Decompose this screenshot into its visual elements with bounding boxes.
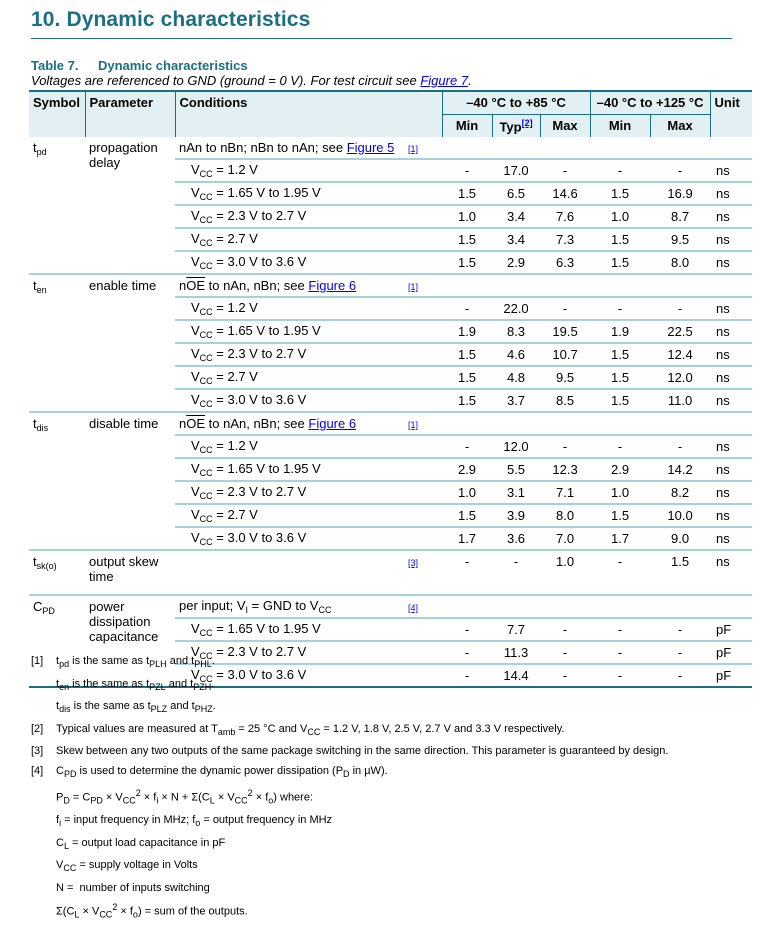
- value-unit: ns: [710, 251, 752, 274]
- condition-vcc: $V_{CC} = 3.0$ V to 3.6 V: [175, 527, 442, 550]
- footnote-line: $C_{PD}$ is used to determine the dynamic power dissipation ($P_D$ in µW).: [56, 762, 388, 785]
- value-min-125: -: [590, 297, 650, 320]
- value-min: 1.7: [442, 527, 492, 550]
- vcc-subscript: CC: [200, 537, 213, 547]
- header-symbol: Symbol: [29, 91, 85, 137]
- value-min: -: [442, 664, 492, 687]
- footnote: [31, 720, 668, 743]
- empty-cell: [442, 137, 492, 159]
- value-max-125: 8.7: [650, 205, 710, 228]
- vcc-subscript: CC: [200, 192, 213, 202]
- footnote-ref-cell: [404, 274, 442, 297]
- symbol-subscript: en: [37, 285, 47, 295]
- symbol-subscript: pd: [37, 147, 47, 157]
- value-min-125: 1.5: [590, 504, 650, 527]
- value-min-125: -: [590, 641, 650, 664]
- footnote-body: [56, 742, 668, 762]
- vcc-subscript: CC: [200, 353, 213, 363]
- footnote-ref-cell: [404, 137, 442, 159]
- empty-cell: [710, 137, 752, 159]
- empty-cell: [650, 595, 710, 618]
- header-range-125: –40 °C to +125 °C: [590, 91, 710, 115]
- vcc-subscript: CC: [200, 261, 213, 271]
- value-max-125: 14.2: [650, 458, 710, 481]
- symbol: t: [33, 554, 37, 569]
- condition-vcc: $V_{CC} = 1.2$ V: [175, 435, 442, 458]
- empty-cell: [492, 274, 540, 297]
- footnote-line: $V_{CC}$ = supply voltage in Volts: [56, 856, 388, 879]
- value-min-125: 1.5: [590, 343, 650, 366]
- footnote: [31, 652, 668, 720]
- value-max-125: 11.0: [650, 389, 710, 412]
- condition-vcc: $V_{CC} = 2.3$ V to 2.7 V: [175, 641, 442, 664]
- value-min: 1.5: [442, 228, 492, 251]
- footnote-line: $t_{dis}$ is the same as $t_{PLZ}$ and $t_{PHZ}$.: [56, 697, 216, 720]
- value-max-125: -: [650, 618, 710, 641]
- condition-vcc: $V_{CC} = 3.0$ V to 3.6 V: [175, 251, 442, 274]
- empty-cell: [540, 137, 590, 159]
- footnote-line: $P_D = C_{PD} \times V_{CC}^2 \times f_i \times N + \Sigma(C_L \times V_{CC}^2 \times f_o)$ where:: [56, 784, 388, 811]
- table-row-group-header: [29, 274, 752, 297]
- section-title: [31, 8, 310, 32]
- value-unit: ns: [710, 458, 752, 481]
- value-min: 1.0: [442, 205, 492, 228]
- parameter-cell: output skew time: [85, 550, 175, 595]
- value-min: -: [442, 641, 492, 664]
- symbol: t: [33, 140, 37, 155]
- symbol: t: [33, 416, 37, 431]
- value-max-125: 8.0: [650, 251, 710, 274]
- value-typ: 8.3: [492, 320, 540, 343]
- value-typ: 6.5: [492, 182, 540, 205]
- value-typ: 7.7: [492, 618, 540, 641]
- value-min: 1.5: [442, 389, 492, 412]
- footnote-line: $C_L$ = output load capacitance in pF: [56, 834, 388, 857]
- value-min: 1.5: [442, 504, 492, 527]
- empty-cell: [442, 412, 492, 435]
- value-typ: -: [492, 550, 540, 595]
- table-note-text: Voltages are referenced to GND (ground = 0 V). For test circuit see: [31, 73, 420, 88]
- value-min-125: 1.5: [590, 251, 650, 274]
- value-max-125: 10.0: [650, 504, 710, 527]
- table-row-skew: [29, 550, 752, 595]
- header-min-125: Min: [590, 115, 650, 138]
- condition-cell: $n\overline{OE}$ to nAn, nBn; see Figure 6: [175, 412, 404, 435]
- value-typ: 11.3: [492, 641, 540, 664]
- value-unit: ns: [710, 297, 752, 320]
- footnote-line: $t_{en}$ is the same as $t_{PZL}$ and $t_{PZH}$.: [56, 675, 216, 698]
- vcc-subscript: CC: [200, 238, 213, 248]
- value-min-125: 1.9: [590, 320, 650, 343]
- value-max-125: 9.5: [650, 228, 710, 251]
- value-typ: 22.0: [492, 297, 540, 320]
- empty-cell: [590, 412, 650, 435]
- empty-cell: [540, 595, 590, 618]
- table-note-end: .: [468, 73, 472, 88]
- figure-link[interactable]: Figure 6: [308, 416, 356, 431]
- condition-vcc: $V_{CC} = 2.7$ V: [175, 366, 442, 389]
- subscript: CC: [318, 605, 331, 615]
- symbol-subscript: sk(o): [37, 561, 57, 571]
- value-min: 1.9: [442, 320, 492, 343]
- value-unit: ns: [710, 389, 752, 412]
- value-unit: pF: [710, 664, 752, 687]
- table-body: [29, 137, 752, 687]
- parameter-cell: disable time: [85, 412, 175, 550]
- value-max-125: 12.0: [650, 366, 710, 389]
- value-min-125: -: [590, 664, 650, 687]
- value-unit: pF: [710, 641, 752, 664]
- value-typ: 3.4: [492, 228, 540, 251]
- empty-cell: [710, 595, 752, 618]
- value-min: 1.5: [442, 251, 492, 274]
- value-typ: 3.1: [492, 481, 540, 504]
- footnote-link[interactable]: [4]: [408, 603, 418, 613]
- value-unit: ns: [710, 205, 752, 228]
- vcc-subscript: CC: [200, 651, 213, 661]
- vcc-subscript: CC: [200, 215, 213, 225]
- value-min-125: 1.7: [590, 527, 650, 550]
- value-max: -: [540, 641, 590, 664]
- value-min: -: [442, 159, 492, 182]
- parameter-cell: power dissipation capacitance: [85, 595, 175, 687]
- overline-signal: $\overline{OE}$: [186, 416, 205, 431]
- value-max: 7.0: [540, 527, 590, 550]
- value-max: 14.6: [540, 182, 590, 205]
- empty-cell: [590, 595, 650, 618]
- value-max-125: -: [650, 159, 710, 182]
- value-min-125: 1.5: [590, 389, 650, 412]
- vcc-subscript: CC: [200, 169, 213, 179]
- value-max: 12.3: [540, 458, 590, 481]
- vcc-subscript: CC: [200, 445, 213, 455]
- footnote-line: N = number of inputs switching: [56, 879, 388, 899]
- empty-cell: [650, 412, 710, 435]
- value-max-125: 16.9: [650, 182, 710, 205]
- typ-footnote-link[interactable]: [2]: [522, 118, 533, 128]
- vcc-subscript: CC: [200, 491, 213, 501]
- vcc-subscript: CC: [200, 399, 213, 409]
- value-max: 9.5: [540, 366, 590, 389]
- value-max-125: -: [650, 664, 710, 687]
- value-min: -: [442, 297, 492, 320]
- value-unit: ns: [710, 481, 752, 504]
- value-max: 10.7: [540, 343, 590, 366]
- table-number: Table 7.: [31, 58, 98, 73]
- condition-vcc: $V_{CC} = 3.0$ V to 3.6 V: [175, 664, 442, 687]
- header-parameter: Parameter: [85, 91, 175, 137]
- header-typ: [492, 115, 540, 138]
- value-max: 8.0: [540, 504, 590, 527]
- value-min: -: [442, 618, 492, 641]
- footnote-line: Skew between any two outputs of the same package switching in the same direction. This parameter is guaranteed by design.: [56, 742, 668, 762]
- empty-cell: [650, 274, 710, 297]
- value-max-125: 1.5: [650, 550, 710, 595]
- parameter-cell: enable time: [85, 274, 175, 412]
- table-note: [31, 73, 472, 88]
- condition-cell: $n\overline{OE}$ to nAn, nBn; see Figure 6: [175, 274, 404, 297]
- symbol-cell: [29, 412, 85, 550]
- value-max: -: [540, 435, 590, 458]
- value-max: 7.1: [540, 481, 590, 504]
- value-unit: ns: [710, 550, 752, 595]
- value-min-125: 2.9: [590, 458, 650, 481]
- value-max: 19.5: [540, 320, 590, 343]
- parameter-cell: propagation delay: [85, 137, 175, 274]
- table-row-group-header: [29, 412, 752, 435]
- value-unit: ns: [710, 343, 752, 366]
- value-typ: 4.8: [492, 366, 540, 389]
- value-max: 7.3: [540, 228, 590, 251]
- value-min: 1.0: [442, 481, 492, 504]
- table-caption: [31, 58, 248, 73]
- condition-cell: per input; $V_I$ = GND to $V_{CC}$: [175, 595, 404, 618]
- value-min-125: 1.5: [590, 366, 650, 389]
- value-unit: ns: [710, 159, 752, 182]
- empty-cell: [442, 595, 492, 618]
- footnote-line: $\Sigma(C_L \times V_{CC}^2 \times f_o)$ = sum of the outputs.: [56, 898, 388, 925]
- value-min: -: [442, 550, 492, 595]
- empty-cell: [590, 274, 650, 297]
- symbol: C: [33, 599, 42, 614]
- value-max-125: -: [650, 641, 710, 664]
- section-name: Dynamic characteristics: [66, 8, 310, 31]
- footnote-link[interactable]: [3]: [408, 558, 418, 568]
- value-max: -: [540, 159, 590, 182]
- value-typ: 4.6: [492, 343, 540, 366]
- footnotes: [31, 652, 668, 925]
- footnote: [31, 762, 668, 925]
- vcc-subscript: CC: [200, 468, 213, 478]
- condition-vcc: $V_{CC} = 1.2$ V: [175, 297, 442, 320]
- value-typ: 14.4: [492, 664, 540, 687]
- value-typ: 3.9: [492, 504, 540, 527]
- footnote-link[interactable]: [1]: [408, 420, 418, 430]
- symbol: t: [33, 278, 37, 293]
- footnote-body: [56, 720, 564, 743]
- value-typ: 17.0: [492, 159, 540, 182]
- condition-vcc: $V_{CC} = 1.65$ V to 1.95 V: [175, 320, 442, 343]
- vcc-subscript: CC: [200, 307, 213, 317]
- footnote-label: [1]: [31, 652, 56, 720]
- value-min-125: 1.5: [590, 182, 650, 205]
- condition-vcc: $V_{CC} = 2.7$ V: [175, 228, 442, 251]
- value-min: 1.5: [442, 182, 492, 205]
- footnote-line: $t_{pd}$ is the same as $t_{PLH}$ and $t_{PHL}$.: [56, 652, 216, 675]
- figure-link[interactable]: Figure 5: [347, 140, 395, 155]
- value-max: 6.3: [540, 251, 590, 274]
- footnote-ref-cell: [404, 595, 442, 618]
- footnote-link[interactable]: [1]: [408, 282, 418, 292]
- value-min-125: 1.0: [590, 205, 650, 228]
- value-max: -: [540, 297, 590, 320]
- condition-cell: nAn to nBn; nBn to nAn; see Figure 5: [175, 137, 404, 159]
- value-unit: ns: [710, 182, 752, 205]
- value-unit: pF: [710, 618, 752, 641]
- value-max: -: [540, 664, 590, 687]
- value-typ: 2.9: [492, 251, 540, 274]
- table-row-group-header: [29, 137, 752, 159]
- condition-vcc: $V_{CC} = 1.65$ V to 1.95 V: [175, 458, 442, 481]
- vcc-subscript: CC: [200, 376, 213, 386]
- header-max-125: Max: [650, 115, 710, 138]
- header-conditions: Conditions: [175, 91, 442, 137]
- symbol-cell: [29, 137, 85, 274]
- value-unit: ns: [710, 435, 752, 458]
- footnote-label: [4]: [31, 762, 56, 925]
- condition-vcc: $V_{CC} = 2.3$ V to 2.7 V: [175, 343, 442, 366]
- footnote-body: [56, 762, 388, 925]
- empty-cell: [492, 137, 540, 159]
- empty-cell: [590, 137, 650, 159]
- value-max: 7.6: [540, 205, 590, 228]
- value-max: -: [540, 618, 590, 641]
- empty-cell: [492, 595, 540, 618]
- value-max-125: -: [650, 297, 710, 320]
- value-min-125: -: [590, 159, 650, 182]
- value-max-125: -: [650, 435, 710, 458]
- value-min-125: 1.5: [590, 228, 650, 251]
- empty-cell: [710, 274, 752, 297]
- figure-link[interactable]: Figure 6: [308, 278, 356, 293]
- value-unit: ns: [710, 228, 752, 251]
- footnote-ref-cell: [404, 412, 442, 435]
- value-min-125: -: [590, 618, 650, 641]
- value-max-125: 22.5: [650, 320, 710, 343]
- value-min-125: -: [590, 435, 650, 458]
- value-typ: 3.6: [492, 527, 540, 550]
- value-max-125: 8.2: [650, 481, 710, 504]
- footnote-ref-cell: [404, 550, 442, 595]
- vcc-subscript: CC: [200, 330, 213, 340]
- condition-vcc: $V_{CC} = 2.7$ V: [175, 504, 442, 527]
- header-typ-label: Typ: [499, 119, 521, 134]
- value-max: 1.0: [540, 550, 590, 595]
- vcc-subscript: CC: [200, 628, 213, 638]
- value-min: -: [442, 435, 492, 458]
- value-min: 1.5: [442, 366, 492, 389]
- condition-vcc: $V_{CC} = 1.2$ V: [175, 159, 442, 182]
- condition-vcc: $V_{CC} = 3.0$ V to 3.6 V: [175, 389, 442, 412]
- header-min: Min: [442, 115, 492, 138]
- footnote-link[interactable]: [1]: [408, 144, 418, 154]
- footnote-line: $f_i$ = input frequency in MHz; $f_o$ = output frequency in MHz: [56, 811, 388, 834]
- condition-cell: [175, 550, 404, 595]
- value-min-125: 1.0: [590, 481, 650, 504]
- symbol-subscript: dis: [37, 423, 49, 433]
- condition-vcc: $V_{CC} = 2.3$ V to 2.7 V: [175, 481, 442, 504]
- value-unit: ns: [710, 527, 752, 550]
- value-typ: 12.0: [492, 435, 540, 458]
- value-min: 2.9: [442, 458, 492, 481]
- footnote-body: [56, 652, 216, 720]
- symbol-cell: [29, 274, 85, 412]
- value-max-125: 9.0: [650, 527, 710, 550]
- empty-cell: [710, 412, 752, 435]
- value-max-125: 12.4: [650, 343, 710, 366]
- header-range-85: –40 °C to +85 °C: [442, 91, 590, 115]
- dynamic-characteristics-table: [29, 90, 752, 688]
- value-typ: 3.4: [492, 205, 540, 228]
- value-unit: ns: [710, 366, 752, 389]
- empty-cell: [540, 274, 590, 297]
- header-max: Max: [540, 115, 590, 138]
- table-row-group-header: [29, 595, 752, 618]
- value-unit: ns: [710, 504, 752, 527]
- value-min: 1.5: [442, 343, 492, 366]
- empty-cell: [540, 412, 590, 435]
- vcc-subscript: CC: [200, 674, 213, 684]
- empty-cell: [650, 137, 710, 159]
- empty-cell: [492, 412, 540, 435]
- section-number: 10.: [31, 8, 61, 31]
- condition-vcc: $V_{CC} = 2.3$ V to 2.7 V: [175, 205, 442, 228]
- footnote-label: [2]: [31, 720, 56, 743]
- value-min-125: -: [590, 550, 650, 595]
- footnote-label: [3]: [31, 742, 56, 762]
- value-max: 8.5: [540, 389, 590, 412]
- vcc-subscript: CC: [200, 514, 213, 524]
- condition-vcc: $V_{CC} = 1.65$ V to 1.95 V: [175, 618, 442, 641]
- value-unit: ns: [710, 320, 752, 343]
- overline-signal: $\overline{OE}$: [186, 278, 205, 293]
- footnote: [31, 742, 668, 762]
- header-unit: Unit: [710, 91, 752, 137]
- subscript: I: [246, 605, 249, 615]
- footnote-line: Typical values are measured at $T_{amb} = 25$ °C and $V_{CC} = 1.2$ V, 1.8 V, 2.5 V, 2.7 V and 3.3 V respectively.: [56, 720, 564, 743]
- condition-vcc: $V_{CC} = 1.65$ V to 1.95 V: [175, 182, 442, 205]
- empty-cell: [442, 274, 492, 297]
- symbol-cell: [29, 550, 85, 595]
- symbol-subscript: PD: [42, 606, 55, 616]
- section-divider: [31, 38, 732, 39]
- figure-7-link[interactable]: Figure 7: [420, 73, 468, 88]
- value-typ: 5.5: [492, 458, 540, 481]
- table-title: Dynamic characteristics: [98, 58, 248, 73]
- value-typ: 3.7: [492, 389, 540, 412]
